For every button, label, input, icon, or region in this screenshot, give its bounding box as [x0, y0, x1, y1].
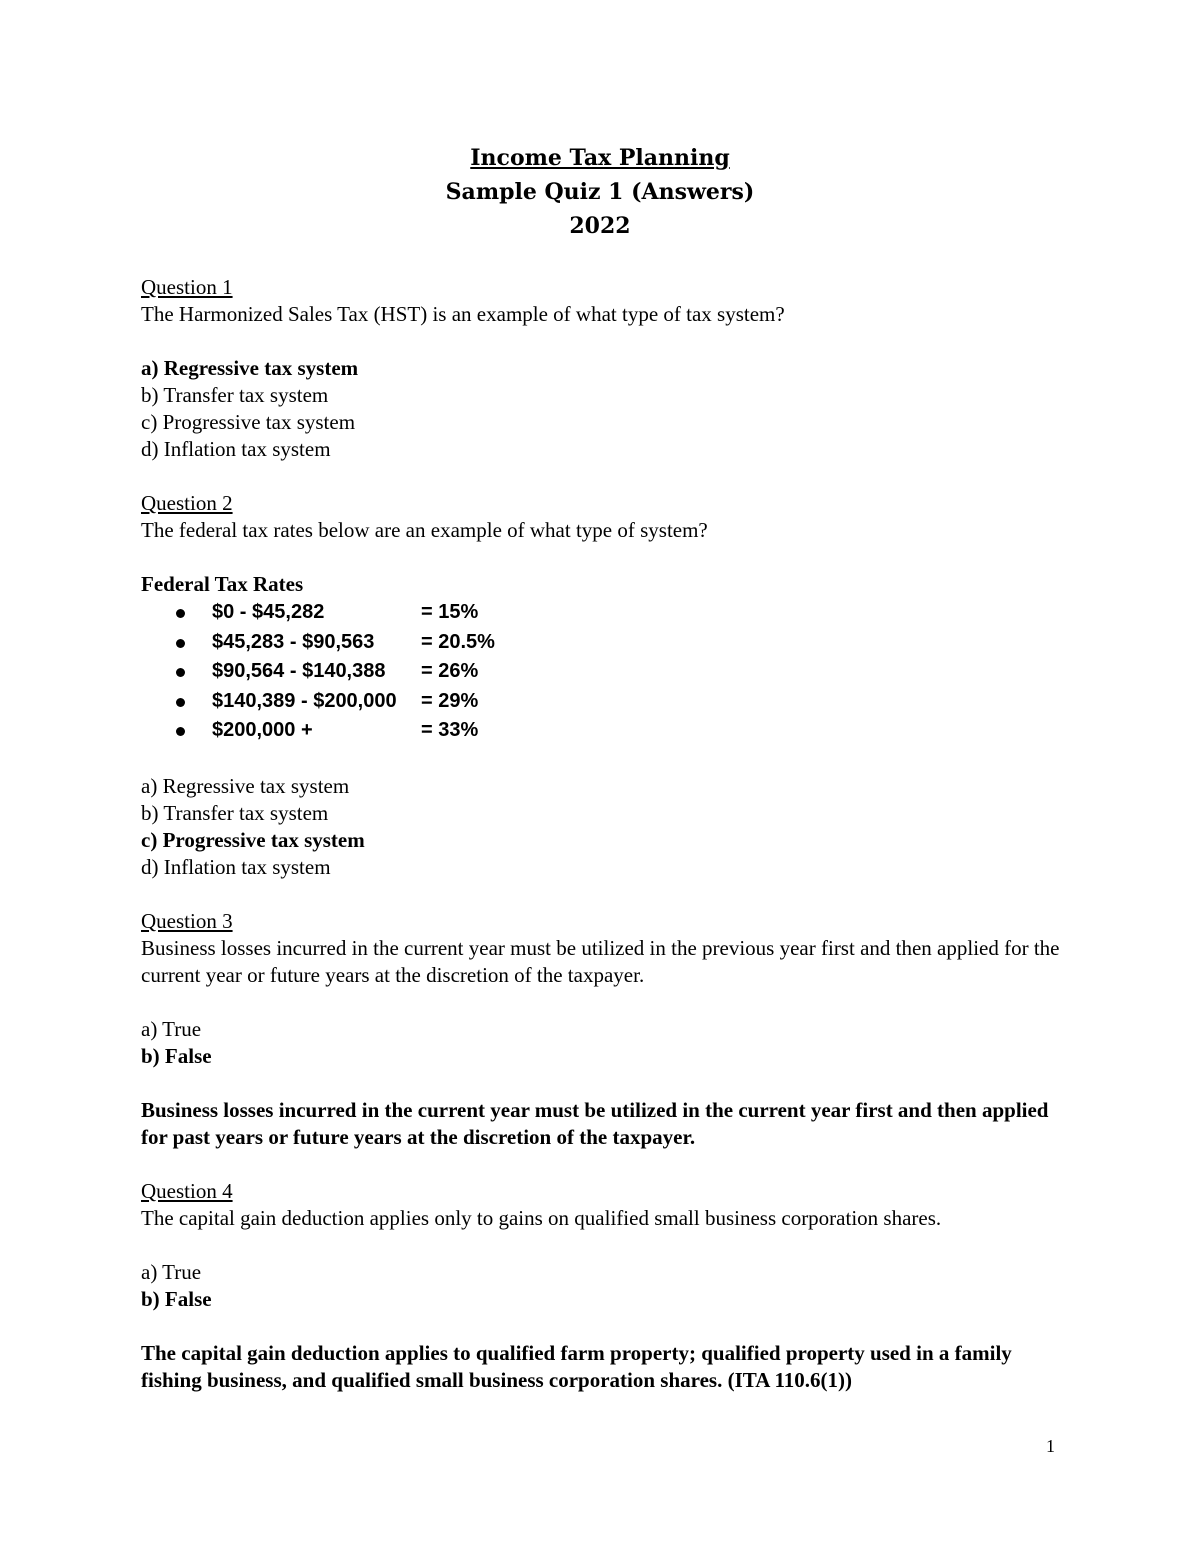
answer-explanation: The capital gain deduction applies to qualified farm property; qualified property used in a family fishing business, and qualified small business corporation shares. (ITA 110.6(1)) — [141, 1340, 1012, 1392]
rate-range: $200,000 + — [212, 719, 313, 741]
document-year: 2022 — [569, 213, 631, 239]
question-label: Question 1 — [141, 275, 233, 299]
rate-item — [141, 598, 1071, 628]
document-subtitle: Sample Quiz 1 (Answers) — [445, 179, 755, 205]
question-2 — [141, 490, 1071, 881]
rate-value: = 33% — [421, 719, 479, 741]
bullet-icon — [176, 668, 185, 677]
question-label: Question 4 — [141, 1178, 233, 1203]
rate-range: $140,389 - $200,000 — [212, 689, 397, 712]
rate-value: = 26% — [421, 660, 479, 682]
rate-range: $0 - $45,282 — [212, 601, 325, 623]
question-text: Business losses incurred in the current year must be utilized in the previous year first and then applied for the current year or future years at the discretion of the taxpayer. — [141, 935, 1060, 987]
bullet-icon — [176, 698, 185, 707]
option-correct: a) Regressive tax system — [141, 356, 359, 380]
option: d) Inflation tax system — [141, 437, 331, 461]
question-text: The capital gain deduction applies only to gains on qualified small business corporation shares. — [141, 1205, 942, 1230]
option: d) Inflation tax system — [141, 854, 331, 879]
rate-value: = 20.5% — [421, 630, 495, 653]
option: c) Progressive tax system — [141, 410, 356, 434]
rate-item — [141, 716, 1071, 746]
document-title: Income Tax Planning — [470, 145, 730, 171]
option: b) Transfer tax system — [141, 383, 329, 407]
rate-range: $90,564 - $140,388 — [212, 660, 386, 682]
question-text: The federal tax rates below are an example of what type of system? — [141, 518, 708, 542]
bullet-icon — [176, 727, 185, 736]
rate-item — [141, 628, 1071, 658]
option-correct: c) Progressive tax system — [141, 827, 365, 852]
answer-explanation: Business losses incurred in the current year must be utilized in the current year first and then applied for past years or future years at the discretion of the taxpayer. — [141, 1097, 1049, 1149]
option: a) Regressive tax system — [141, 773, 350, 798]
bullet-icon — [176, 639, 185, 648]
page-number: 1 — [1046, 1436, 1055, 1456]
rate-value: = 15% — [421, 601, 479, 623]
question-3 — [141, 908, 1071, 1151]
rate-range: $45,283 - $90,563 — [212, 630, 375, 653]
rates-title: Federal Tax Rates — [141, 572, 304, 596]
option: b) Transfer tax system — [141, 800, 329, 825]
question-text: The Harmonized Sales Tax (HST) is an example of what type of tax system? — [141, 302, 785, 326]
rate-value: = 29% — [421, 689, 479, 712]
question-label: Question 3 — [141, 908, 233, 933]
question-4 — [141, 1178, 1071, 1394]
question-label: Question 2 — [141, 491, 233, 515]
rate-item — [141, 657, 1071, 687]
option: a) True — [141, 1016, 202, 1041]
question-1 — [141, 274, 1071, 463]
option: a) True — [141, 1259, 202, 1284]
quiz-content — [141, 274, 1071, 1394]
tax-rates-list — [141, 598, 1071, 746]
option-correct: b) False — [141, 1286, 212, 1311]
bullet-icon — [176, 609, 185, 618]
option-correct: b) False — [141, 1043, 212, 1068]
rate-item — [141, 687, 1071, 717]
